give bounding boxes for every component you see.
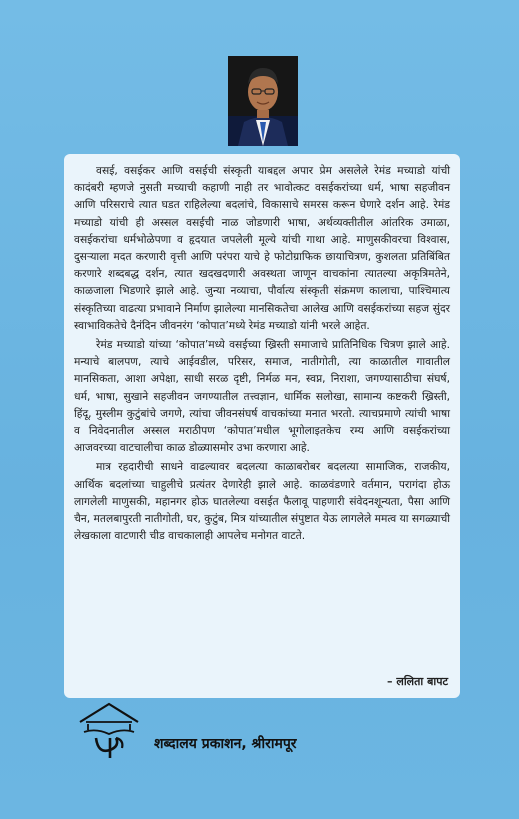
blurb-paragraph: वसई, वसईकर आणि वसईची संस्कृती याबद्दल अपार प्रेम असलेले रेमंड मच्याडो यांची कादंबरी म्हणजे नुसती मच्याची कहाणी नाही तर भावोत्कट वसईकरांच्या धर्म, भाषा सहजीवन आणि परिसराचे त्यात घडत राहिलेल्या बदलांचे, विकासाचे समरस करून घेणारे दर्शन आहे. रेमंड मच्याडो यांची ही अस्सल वसईची नाळ जोडणारी भाषा, अर्थव्यक्तीतील आंतरिक उमाळा, वसईकरांचा धर्मभोळेपणा व हृदयात जपलेली मूल्ये यांची गाथा आहे. माणुसकीवरचा विश्वास, दुसऱ्याला मदत करणारी वृत्ती आणि परंपरा याचे हे फोटोग्राफिक छायाचित्रण, कुशलता प्रतिबिंबित करणारे शब्दबद्ध दर्शन, त्यात खदखदणारी अवस्थता जाणून वाचकांना त्यातल्या अकृत्रिमतेने, काळजाला भिडणारे झाले आहे. जुन्या नव्याचा, पौर्वात्य संस्कृती संक्रमण कालाचा, पाश्चिमात्य संस्कृतिच्या वाढत्या प्रभावाने निर्माण झालेल्या मानसिकतेचा आलेख आणि वसईकरांच्या सहज सुंदर स्वाभाविकतेचे दैनंदिन जीवनरंग ‘कोपात’मध्ये रेमंड मच्याडो यांनी भरले आहेत.	[74, 164, 450, 332]
blurb-paragraph: मात्र रहदारीची साधने वाढल्यावर बदलत्या काळाबरोबर बदलत्या सामाजिक, राजकीय, आर्थिक बदलांच्या चाहुलीचे प्रत्यंतर देणारेही झाले आहे. काळवंडणारे वर्तमान, परागंदा होऊ लागलेली माणुसकी, महानगर होऊ घातलेल्या वसईत फैलावू पाहणारी संवेदनशून्यता, पैसा आणि चैन, मतलबापुरती नातीगोती, घर, कुटुंब, मित्र यांच्यातील संपुष्टात येऊ लागलेले ममत्व या सगळ्याची लेखकाला वाटणारी चीड वाचकालाही आपलेच मनोगत वाटते.	[74, 460, 450, 543]
blurb-paragraph: रेमंड मच्याडो यांच्या ‘कोपात’मध्ये वसईच्या ख्रिस्ती समाजाचे प्रातिनिधिक चित्रण झाले आहे. मन्याचे बालपण, त्याचे आईवडील, परिसर, समाज, नातीगोती, त्या काळातील गावातील मानसिकता, आशा अपेक्षा, साधी सरळ दृष्टी, निर्मळ मन, स्वप्न, निराशा, जगण्यासाठीचा संघर्ष, धर्म, भाषा, सुखाने सहजीवन जगण्यातील तत्त्वज्ञान, धार्मिक सलोखा, सामान्य कष्टकरी ख्रिस्ती, हिंदू, मुस्लीम कुटुंबांचे जगणे, त्यांचा जीवनसंघर्ष वाचकांच्या मनात भरतो. त्याचप्रमाणे त्यांची भाषा व निवेदनातील अस्सल मराठीपण ‘कोपात’मधील भूगोलाइतकेच रम्य आणि वसईकरांच्या आजवरच्या वाटचालीचा काळ डोळ्यासमोर उभा करणारा आहे.	[74, 338, 450, 455]
blurb-panel	[64, 154, 460, 698]
reviewer-signature: – ललिता बापट	[387, 674, 448, 688]
publisher-block	[76, 700, 456, 770]
publisher-name: शब्दालय प्रकाशन, श्रीरामपूर	[154, 736, 297, 752]
author-portrait-icon	[228, 56, 298, 146]
house-book-logo-icon	[76, 700, 142, 762]
author-photo	[228, 56, 298, 146]
